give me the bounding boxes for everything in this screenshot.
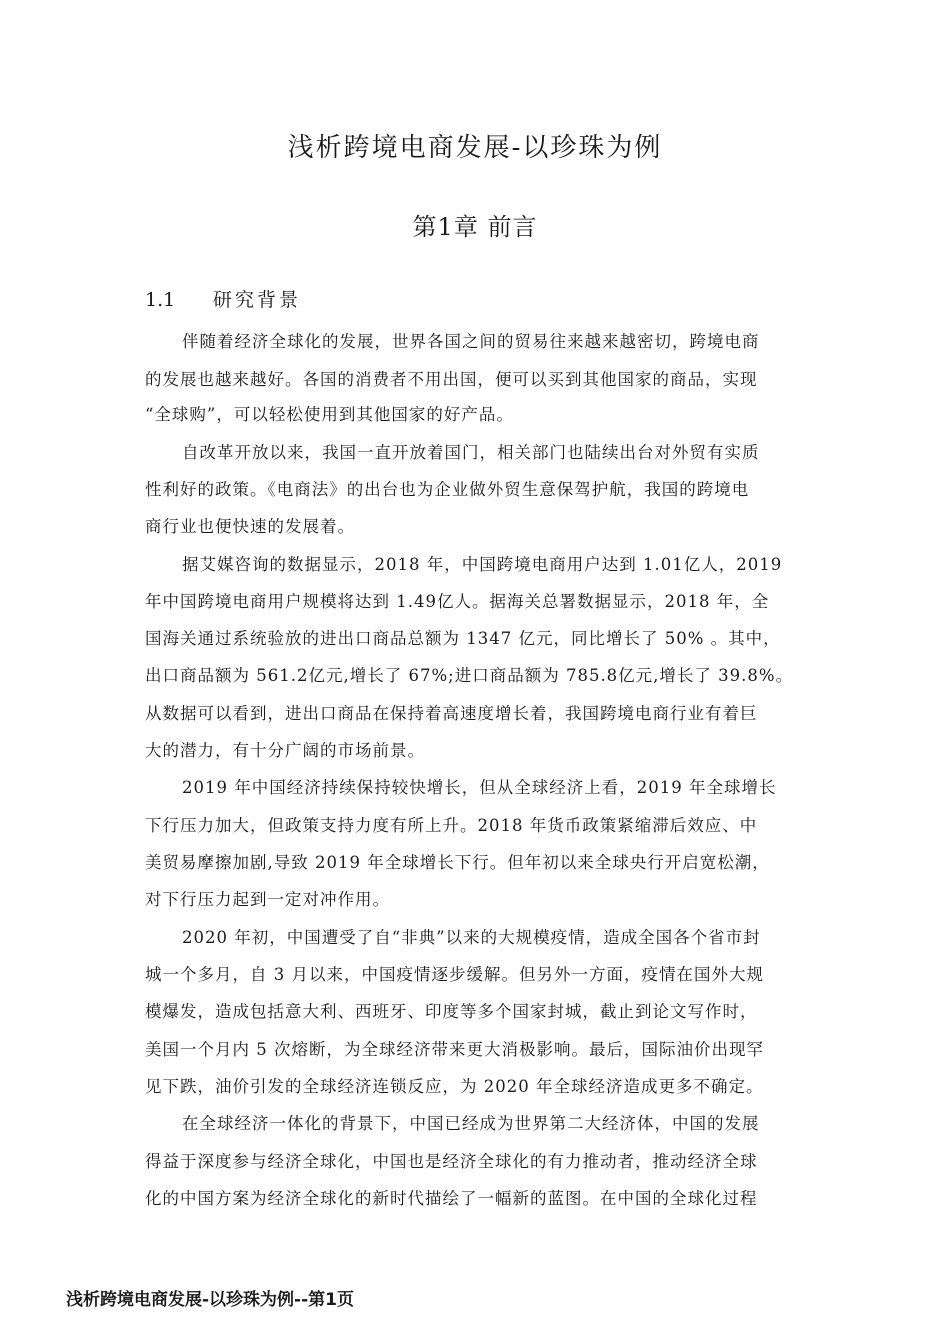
body-text-line: 对下行压力起到一定对冲作用。 xyxy=(145,890,390,909)
body-text-line: 的发展也越来越好。各国的消费者不用出国，便可以买到其他国家的商品，实现 xyxy=(145,370,758,389)
body-text-line: 年中国跨境电商用户规模将达到 1.49亿人。据海关总署数据显示，2018 年，全 xyxy=(145,592,770,611)
body-text-line: 伴随着经济全球化的发展，世界各国之间的贸易往来越来越密切，跨境电商 xyxy=(182,332,760,351)
body-text-line: “全球购”，可以轻松使用到其他国家的好产品。 xyxy=(145,405,514,424)
body-text-line: 据艾媒咨询的数据显示，2018 年，中国跨境电商用户达到 1.01亿人，2019 xyxy=(182,555,783,574)
body-text-line: 城一个多月，自 3 月以来，中国疫情逐步缓解。但另外一方面，疫情在国外大规 xyxy=(145,965,764,984)
body-text-line: 自改革开放以来，我国一直开放着国门，相关部门也陆续出台对外贸有实质 xyxy=(182,443,760,462)
body-text-line: 美国一个月内 5 次熔断，为全球经济带来更大消极影响。最后，国际油价出现罕 xyxy=(145,1040,764,1059)
body-text-line: 性利好的政策。《电商法》的出台也为企业做外贸生意保驾护航，我国的跨境电 xyxy=(145,480,750,499)
body-text-line: 从数据可以看到，进出口商品在保持着高速度增长着，我国跨境电商行业有着巨 xyxy=(145,704,758,723)
body-text-line: 下行压力加大，但政策支持力度有所上升。2018 年货币政策紧缩滞后效应、中 xyxy=(145,816,758,835)
section-number: 1.1 xyxy=(145,289,176,311)
body-text-line: 在全球经济一体化的背景下，中国已经成为世界第二大经济体，中国的发展 xyxy=(182,1114,760,1133)
section-heading xyxy=(145,283,301,317)
body-text-line: 2020 年初，中国遭受了自“非典”以来的大规模疫情，造成全国各个省市封 xyxy=(182,928,761,947)
body-text-line: 出口商品额为 561.2亿元,增长了 67%;进口商品额为 785.8亿元,增长了 39.8%。 xyxy=(145,666,794,685)
body-text-line: 见下跌，油价引发的全球经济连锁反应，为 2020 年全球经济造成更多不确定。 xyxy=(145,1077,764,1096)
body-text-line: 得益于深度参与经济全球化，中国也是经济全球化的有力推动者，推动经济全球 xyxy=(145,1152,758,1171)
document-title: 浅析跨境电商发展-以珍珠为例 xyxy=(287,133,663,163)
chapter-heading: 第1章 前言 xyxy=(412,213,538,241)
body-text-line: 大的潜力，有十分广阔的市场前景。 xyxy=(145,741,425,760)
body-text-line: 化的中国方案为经济全球化的新时代描绘了一幅新的蓝图。在中国的全球化过程 xyxy=(145,1189,758,1208)
section-title: 研究背景 xyxy=(213,289,302,311)
body-text-line: 国海关通过系统验放的进出口商品总额为 1347 亿元，同比增长了 50% 。其中， xyxy=(145,629,781,648)
body-text-line: 2019 年中国经济持续保持较快增长，但从全球经济上看，2019 年全球增长 xyxy=(182,778,777,797)
page-footer: 浅析跨境电商发展-以珍珠为例--第1页 xyxy=(66,1290,354,1310)
body-text-line: 模爆发，造成包括意大利、西班牙、印度等多个国家封城，截止到论文写作时， xyxy=(145,1002,758,1021)
body-text-line: 商行业也便快速的发展着。 xyxy=(145,517,355,536)
body-text-line: 美贸易摩擦加剧,导致 2019 年全球增长下行。但年初以来全球央行开启宽松潮， xyxy=(145,853,770,872)
